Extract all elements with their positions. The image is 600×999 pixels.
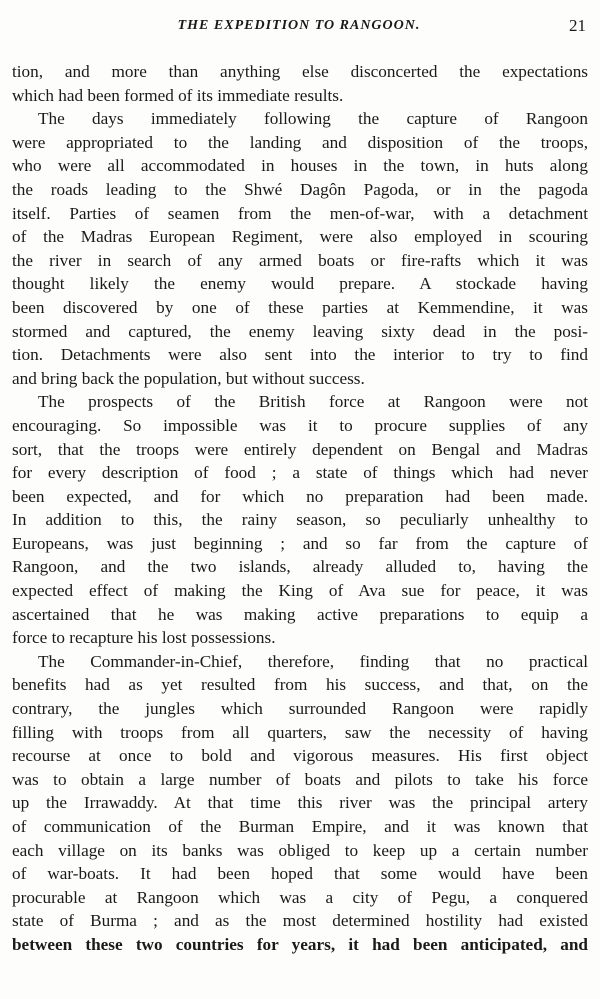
text-line: In addition to this, the rainy season, so peculiarly unhealthy to	[12, 510, 588, 530]
text-line: was to obtain a large number of boats and pilots to take his force	[12, 769, 588, 789]
text-line: Europeans, was just beginning ; and so far from the capture of	[12, 533, 588, 553]
paragraph-first-line: The prospects of the British force at Rangoon were not	[38, 392, 588, 412]
text-line: which had been formed of its immediate results.	[12, 85, 344, 105]
text-line: and bring back the population, but without success.	[12, 368, 365, 388]
text-line: up the Irrawaddy. At that time this river was the principal artery	[12, 793, 588, 813]
text-line: tion. Detachments were also sent into the interior to try to find	[12, 345, 588, 365]
paragraph-first-line: The days immediately following the capture of Rangoon	[38, 109, 588, 129]
body-text	[12, 60, 588, 957]
text-line: filling with troops from all quarters, saw the necessity of having	[12, 722, 588, 742]
text-line: stormed and captured, the enemy leaving sixty dead in the posi-	[12, 321, 588, 341]
text-line: sort, that the troops were entirely dependent on Bengal and Madras	[12, 439, 588, 459]
text-line: of war-boats. It had been hoped that some would have been	[12, 864, 588, 884]
text-line: for every description of food ; a state of things which had never	[12, 463, 588, 483]
text-line: tion, and more than anything else disconcerted the expectations	[12, 62, 588, 81]
text-line: of communication of the Burman Empire, and it was known that	[12, 817, 588, 836]
text-line: itself. Parties of seamen from the men-of-war, with a detachment	[12, 203, 588, 223]
text-line: the roads leading to the Shwé Dagôn Pagoda, or in the pagoda	[12, 179, 588, 199]
text-line: encouraging. So impossible was it to procure supplies of any	[12, 415, 588, 435]
text-line: each village on its banks was obliged to keep up a certain number	[12, 840, 588, 860]
text-line: ascertained that he was making active preparations to equip a	[12, 604, 588, 624]
text-line: thought likely the enemy would prepare. A stockade having	[12, 274, 588, 294]
text-line: between these two countries for years, it had been anticipated, and	[12, 934, 588, 954]
text-line: state of Burma ; and as the most determined hostility had existed	[12, 911, 588, 931]
paragraph-first-line: The Commander-in-Chief, therefore, finding that no practical	[38, 651, 588, 671]
text-line: contrary, the jungles which surrounded Rangoon were rapidly	[12, 699, 588, 719]
text-line: expected effect of making the King of Ava sue for peace, it was	[12, 581, 588, 601]
text-line: were appropriated to the landing and disposition of the troops,	[12, 132, 588, 152]
text-line: who were all accommodated in houses in the town, in huts along	[12, 156, 588, 176]
running-title: THE EXPEDITION TO RANGOON.	[177, 18, 421, 33]
text-line: procurable at Rangoon which was a city of Pegu, a conquered	[12, 887, 588, 907]
text-line: the river in search of any armed boats or fire-rafts which it was	[12, 250, 588, 270]
running-head	[12, 18, 586, 42]
text-line: been discovered by one of these parties at Kemmendine, it was	[12, 297, 588, 317]
text-line: recourse at once to bold and vigorous measures. His first object	[12, 746, 588, 766]
text-line: been expected, and for which no preparation had been made.	[12, 486, 588, 506]
page-number: 21	[569, 16, 586, 35]
text-line: benefits had as yet resulted from his success, and that, on the	[12, 675, 588, 695]
text-line: Rangoon, and the two islands, already alluded to, having the	[12, 557, 588, 577]
text-line: force to recapture his lost possessions.	[12, 628, 276, 648]
text-line: of the Madras European Regiment, were also employed in scouring	[12, 227, 588, 247]
